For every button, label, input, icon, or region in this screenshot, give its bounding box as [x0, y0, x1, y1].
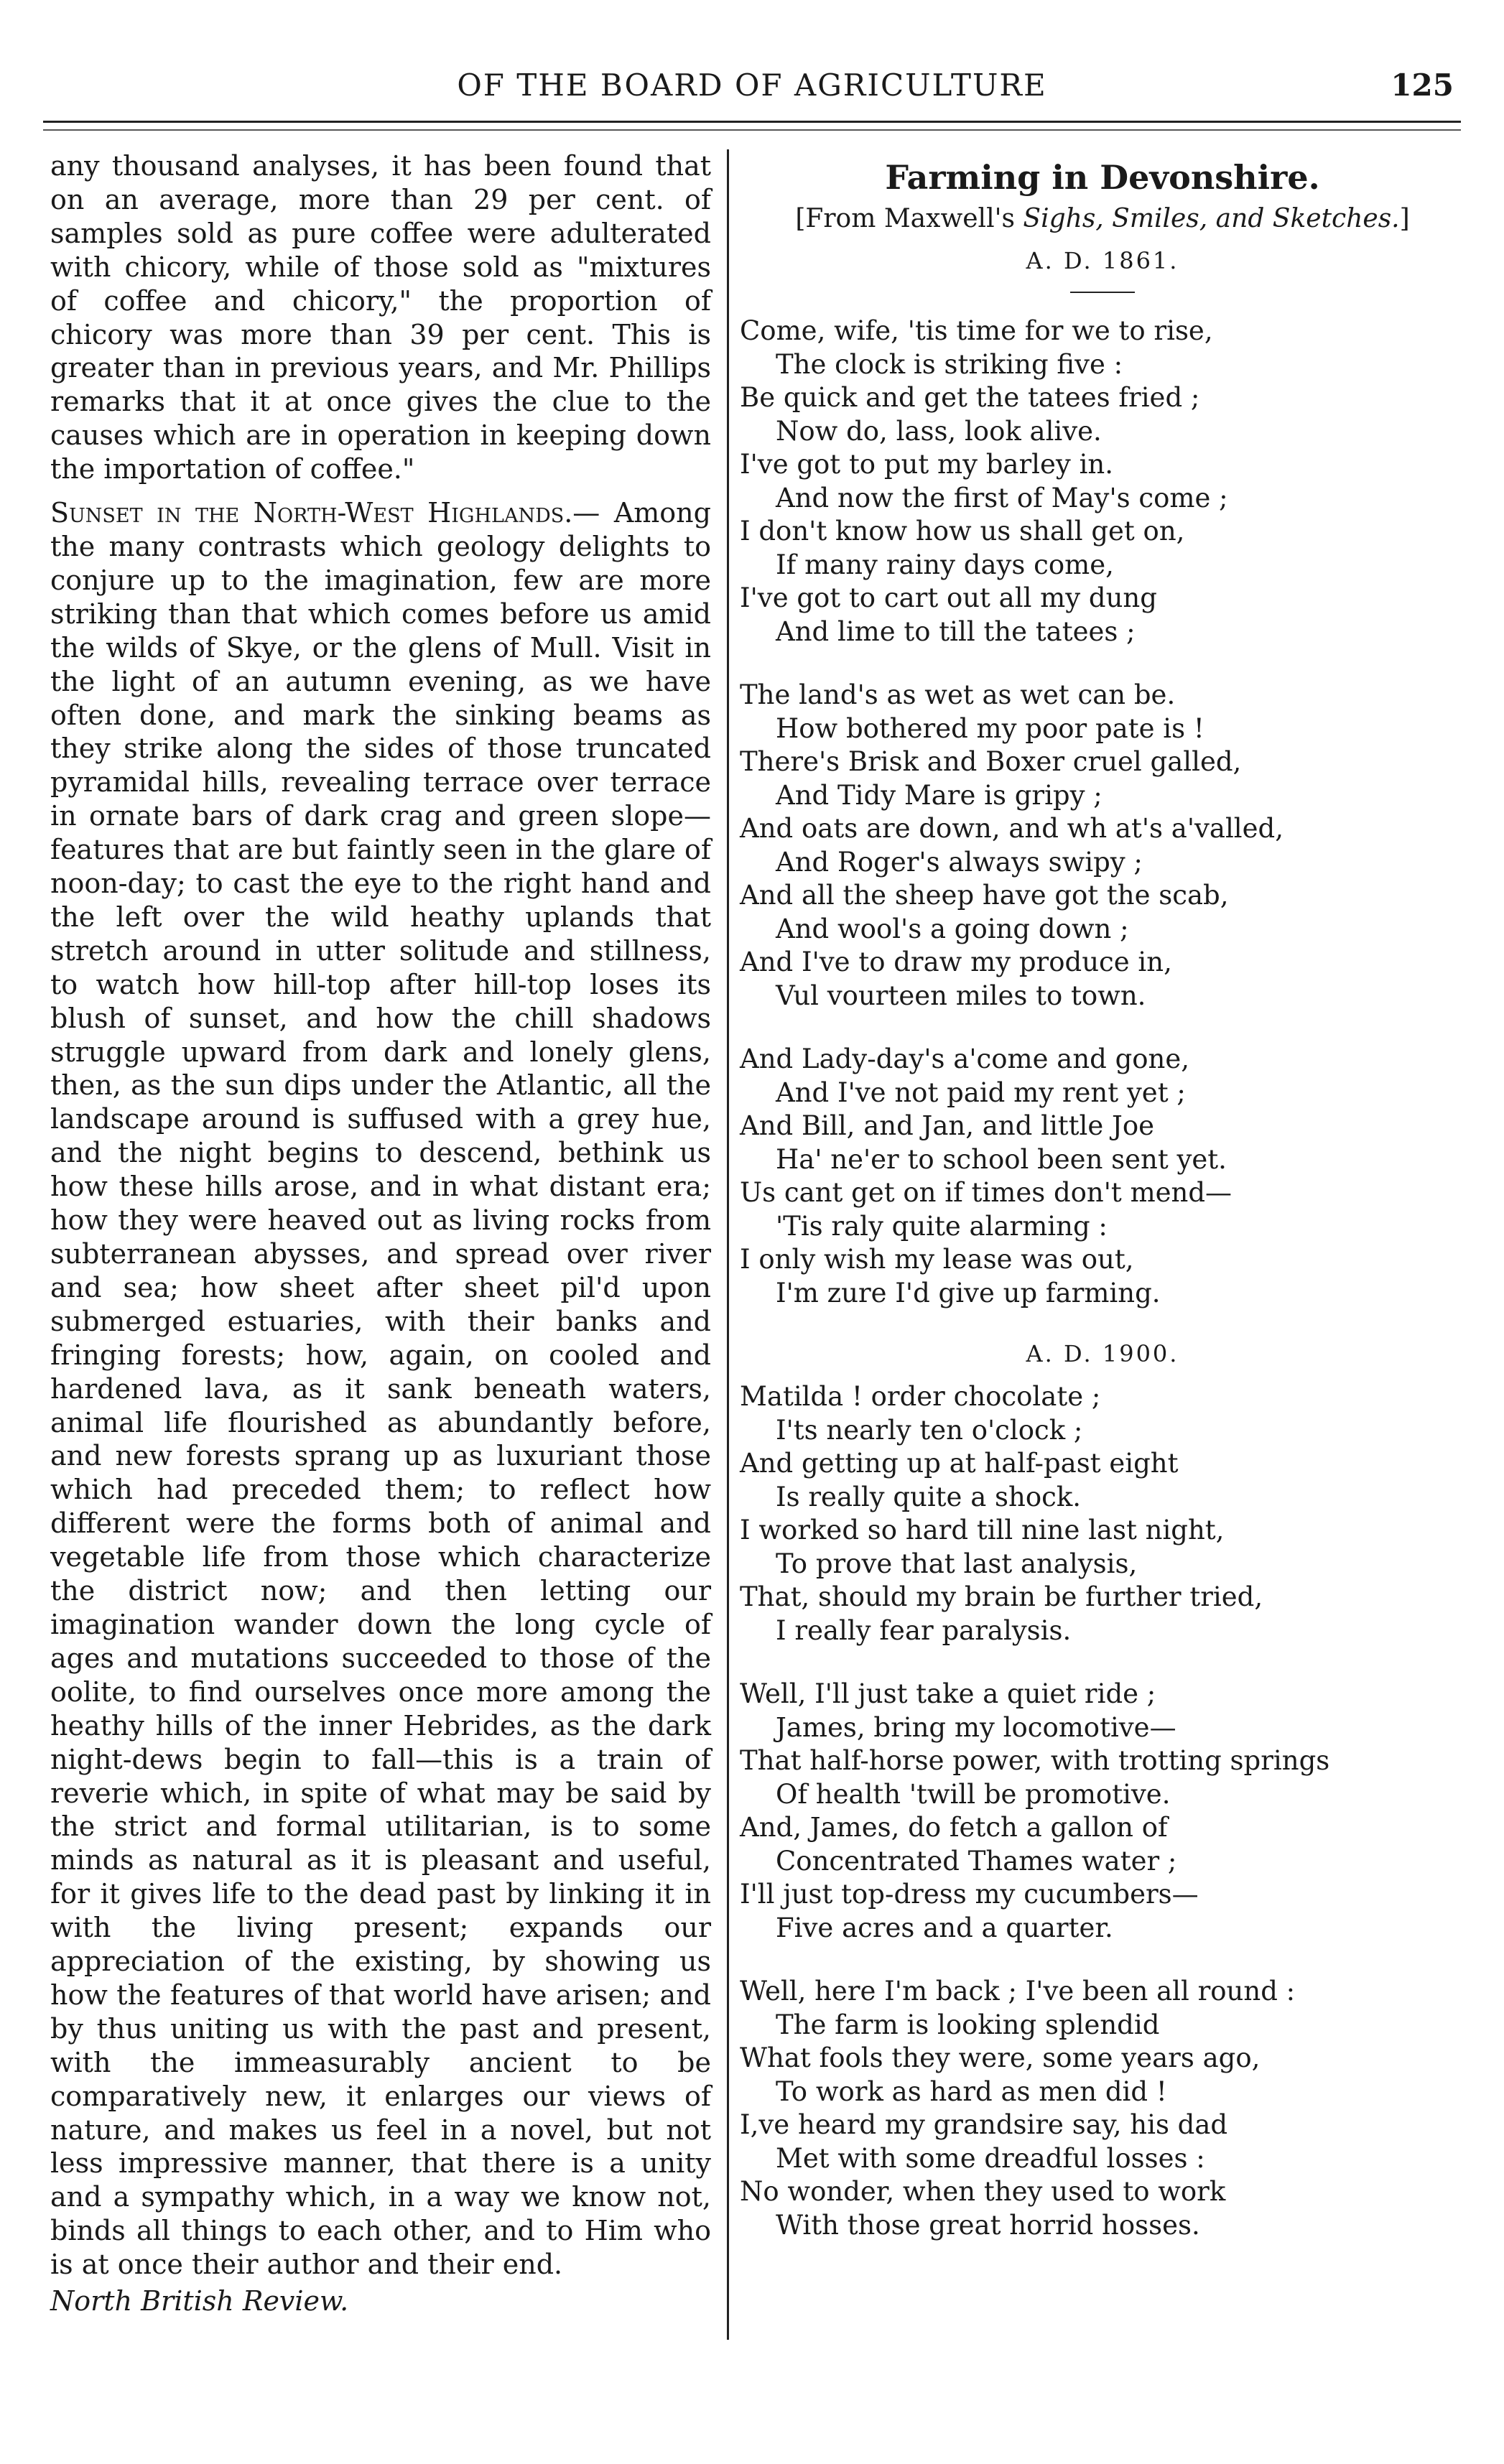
running-title: OF THE BOARD OF AGRICULTURE	[457, 68, 1047, 103]
poem-line: Come, wife, 'tis time for we to rise,	[740, 315, 1213, 346]
article-source	[740, 204, 1465, 247]
poem-1900	[740, 1380, 1465, 2242]
source-book-title: Sighs, Smiles, and Sketches.	[1023, 204, 1400, 233]
poem-line: I really fear paralysis.	[776, 1614, 1072, 1646]
poem-line: No wonder, when they used to work	[740, 2176, 1226, 2207]
running-header	[43, 68, 1461, 111]
poem-line: I don't know how us shall get on,	[740, 516, 1185, 547]
poem-line: How bothered my poor pate is !	[776, 712, 1204, 744]
poem-line: And oats are down, and wh at's a'valled,	[740, 813, 1283, 844]
poem-line: I've got to put my barley in.	[740, 449, 1113, 480]
poem-line: Of health 'twill be promotive.	[776, 1778, 1171, 1810]
poem-line: 'Tis raly quite alarming :	[776, 1210, 1108, 1242]
poem-line: And wool's a going down ;	[776, 913, 1129, 944]
poem-line: I'll just top-dress my cucumbers—	[740, 1879, 1199, 1910]
poem-line: The farm is looking splendid	[776, 2009, 1160, 2040]
poem-line: Vul vourteen miles to town.	[776, 980, 1146, 1011]
poem-line: Five acres and a quarter.	[776, 1912, 1113, 1943]
poem-line: I'ts nearly ten o'clock ;	[776, 1414, 1083, 1446]
poem-line: And Bill, and Jan, and little Joe	[740, 1110, 1155, 1141]
poem-line: Matilda ! order chocolate ;	[740, 1381, 1101, 1412]
poem-line: Ha' ne'er to school been sent yet.	[776, 1143, 1227, 1175]
poem-line: What fools they were, some years ago,	[740, 2042, 1261, 2073]
poem-line: And I've not paid my rent yet ;	[776, 1077, 1186, 1108]
coffee-paragraph: any thousand analyses, it has been found that on an average, more than 29 per cent. of samples sold as pure coffee were adulterated with chicory, while of those sold as "mixtures of coffee and chicory," the proportion of chicory was more than 39 per cent. This is greater than in previous years, and Mr. Phillips remarks that it at once gives the clue to the causes which are in operation in keeping down the importation of coffee."	[50, 150, 711, 485]
source-prefix: [From Maxwell's	[795, 204, 1023, 233]
stanza	[740, 679, 1465, 1013]
poem-line: I,ve heard my grandsire say, his dad	[740, 2109, 1228, 2140]
stanza	[740, 1380, 1465, 1647]
article-title: Farming in Devonshire.	[885, 158, 1320, 197]
right-column	[740, 149, 1465, 2361]
header-rule	[43, 121, 1461, 123]
poem-line: Be quick and get the tatees fried ;	[740, 382, 1200, 413]
stanza	[740, 1043, 1465, 1310]
poem-line: And lime to till the tatees ;	[776, 615, 1136, 647]
poem-line: That, should my brain be further tried,	[740, 1581, 1263, 1612]
column-divider	[727, 149, 729, 2340]
poem-line: And, James, do fetch a gallon of	[740, 1812, 1168, 1843]
sunset-heading: Sunset in the North-West Highlands.—	[50, 497, 600, 529]
poem-line: That half-horse power, with trotting springs	[740, 1745, 1330, 1776]
poem-line: Concentrated Thames water ;	[776, 1845, 1177, 1877]
poem-line: The clock is striking five :	[776, 348, 1123, 380]
signature: North British Review.	[50, 2285, 349, 2317]
sunset-body: Among the many contrasts which geology delights to conjure up to the imagination, few are more striking than that which comes before us amid the wilds of Skye, or the glens of Mull. Visit in the light of an autumn evening, as we have often done, and mark the sinking beams as they strike along the sides of those truncated pyramidal hills, revealing terrace over terrace in ornate bars of dark crag and green slope—features that are but faintly seen in the glare of noon-day; to cast the eye to the right hand and the left over the wild heathy uplands that stretch around in utter solitude and stillness, to watch how hill-top after hill-top loses its blush of sunset, and how the chill shadows struggle upward from dark and lonely glens, then, as the sun dips under the Atlantic, all the landscape around is suffused with a grey hue, and the night begins to descend, bethink us how these hills arose, and in what distant era; how they were heaved out as living rocks from subterranean abysses, and spread over river and sea; how sheet after sheet pil'd upon submerged estuaries, with their banks and fringing forests; how, again, on cooled and hardened lava, as it sank beneath waters, animal life flourished as abundantly before, and new forests sprang up as luxuriant those which had preceded them; to reflect how different were the forms both of animal and vegetable life from those which characterize the district now; and then letting our imagination wander down the long cycle of ages and mutations succeeded to those of the oolite, to find ourselves once more among the heathy hills of the inner Hebrides, as the dark night-dews begin to fall—this is a train of reverie which, in spite of what may be said by the strict and formal utilitarian, is to some minds as natural as it is pleasant and useful, for it gives life to the dead past by linking it in with the living present; expands our appreciation of the existing, by showing us how the features of that world have arisen; and by thus uniting us with the past and present, with the immeasurably ancient to be comparatively new, it enlarges our views of nature, and makes us feel in a novel, but not less impressive manner, that there is a unity and a sympathy which, in a way we know not, binds all things to each other, and to Him who is at once their author and their end.	[50, 497, 711, 2281]
stanza	[740, 1975, 1465, 2242]
poem-line: To work as hard as men did !	[776, 2075, 1167, 2107]
left-column	[50, 149, 711, 2361]
poem-line: And Lady-day's a'come and gone,	[740, 1043, 1190, 1074]
poem-line: I only wish my lease was out,	[740, 1244, 1134, 1275]
poem-line: Met with some dreadful losses :	[776, 2142, 1205, 2174]
stanza	[740, 1678, 1465, 1945]
poem-line: And getting up at half-past eight	[740, 1448, 1179, 1479]
poem-line: And Tidy Mare is gripy ;	[776, 779, 1103, 811]
poem-line: Is really quite a shock.	[776, 1481, 1082, 1512]
source-suffix: ]	[1399, 204, 1410, 233]
short-rule	[1070, 292, 1135, 293]
poem-line: I'm zure I'd give up farming.	[776, 1277, 1161, 1308]
poem-line: With those great horrid hosses.	[776, 2209, 1200, 2241]
poem-line: Well, I'll just take a quiet ride ;	[740, 1678, 1156, 1709]
section2-date: A. D. 1900.	[1026, 1340, 1179, 1367]
poem-line: Well, here I'm back ; I've been all round :	[740, 1976, 1296, 2007]
poem-line: And I've to draw my produce in,	[740, 947, 1172, 977]
poem-line: To prove that last analysis,	[776, 1548, 1138, 1579]
poem-line: Us cant get on if times don't mend—	[740, 1177, 1233, 1208]
poem-line: Now do, lass, look alive.	[776, 415, 1102, 447]
section1-date: A. D. 1861.	[1026, 247, 1179, 274]
poem-line: There's Brisk and Boxer cruel galled,	[740, 746, 1242, 777]
sunset-paragraph	[50, 496, 711, 2282]
poem-1861	[740, 315, 1465, 1310]
header-rule-secondary	[43, 129, 1461, 131]
poem-line: And now the first of May's come ;	[776, 482, 1228, 513]
poem-line: James, bring my locomotive—	[776, 1711, 1176, 1743]
poem-line: If many rainy days come,	[776, 549, 1114, 580]
poem-line: I worked so hard till nine last night,	[740, 1515, 1225, 1545]
poem-line: I've got to cart out all my dung	[740, 582, 1157, 613]
stanza	[740, 315, 1465, 648]
poem-line: The land's as wet as wet can be.	[740, 679, 1176, 710]
poem-line: And Roger's always swipy ;	[776, 846, 1143, 878]
page-number: 125	[1391, 68, 1454, 103]
poem-line: And all the sheep have got the scab,	[740, 880, 1229, 911]
